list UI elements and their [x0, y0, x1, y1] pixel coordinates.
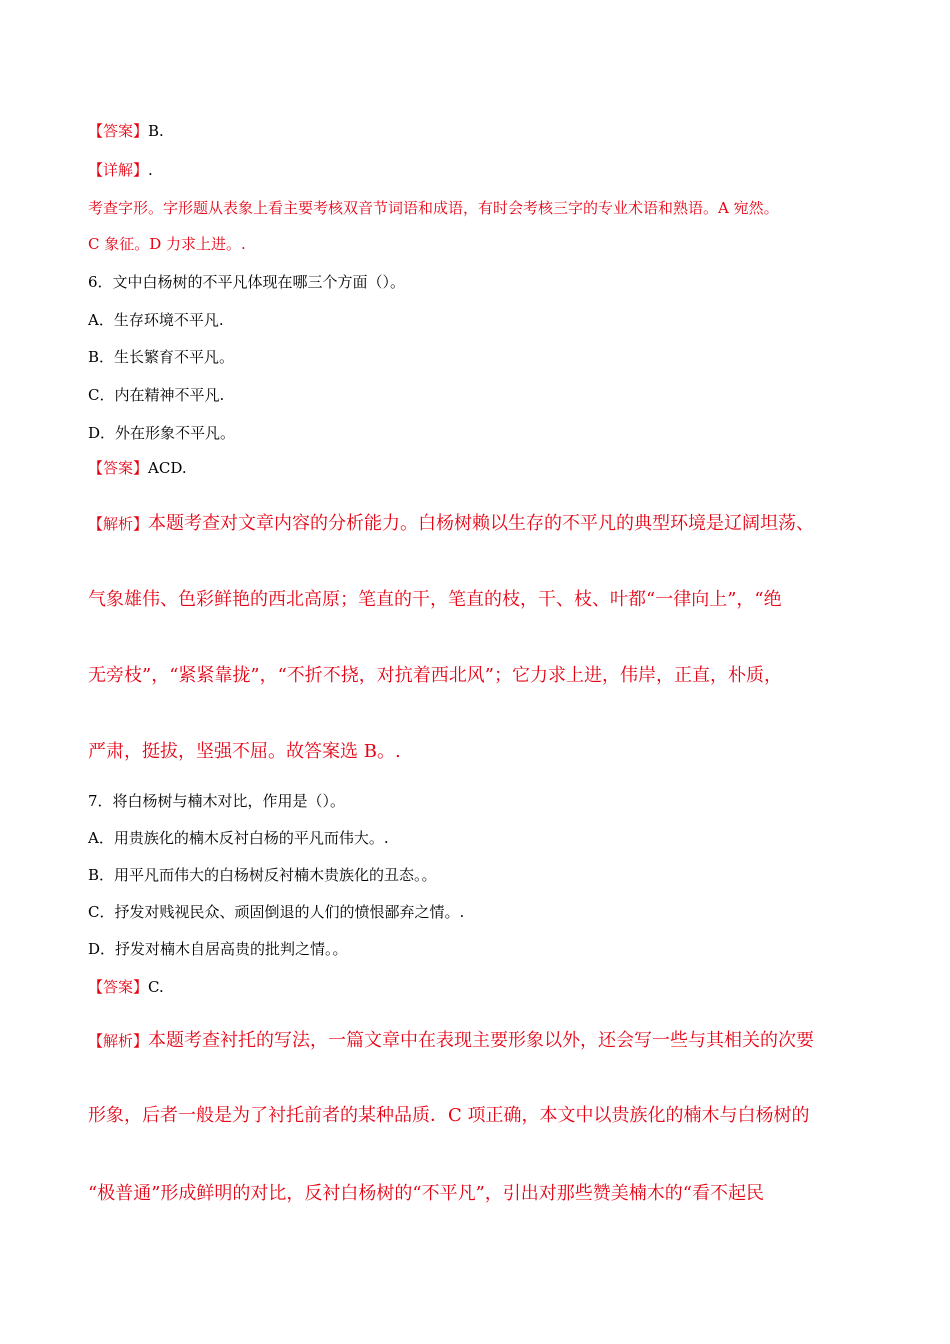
q5-detail-label: 【详解】	[88, 161, 149, 179]
q6-analysis-label: 【解析】	[88, 515, 149, 533]
q6-option-c: C．内在精神不平凡.	[88, 386, 225, 404]
q5-detail-text-2: C 象征。D 力求上进。.	[88, 235, 246, 253]
q7-analysis-line-1	[88, 1026, 814, 1052]
q6-option-a: A．生存环境不平凡.	[88, 311, 224, 329]
q7-option-c: C．抒发对贱视民众、顽固倒退的人们的愤恨鄙弃之情。.	[88, 903, 465, 921]
q5-answer-line	[88, 120, 164, 141]
q7-answer-label: 【答案】	[88, 978, 149, 996]
q7-option-d: D．抒发对楠木自居高贵的批判之情。。	[88, 940, 348, 958]
q7-answer-value: C.	[148, 978, 164, 996]
q6-option-d: D．外在形象不平凡。	[88, 424, 236, 442]
q6-answer-line	[88, 457, 187, 478]
q6-analysis-text-3: 无旁枝”，“紧紧靠拢”，“不折不挠，对抗着西北风”；它力求上进，伟岸，正直，朴质，	[88, 665, 783, 686]
q7-analysis-text-1: 本题考查衬托的写法，一篇文章中在表现主要形象以外，还会写一些与其相关的次要	[148, 1030, 815, 1051]
q7-option-a: A．用贵族化的楠木反衬白杨的平凡而伟大。.	[88, 829, 389, 847]
q6-answer-value: ACD.	[148, 459, 187, 477]
q6-analysis-text-1: 本题考查对文章内容的分析能力。白杨树赖以生存的不平凡的典型环境是辽阔坦荡、	[148, 513, 815, 534]
q7-analysis-text-3: “极普通”形成鲜明的对比，反衬白杨树的“不平凡”，引出对那些赞美楠木的“看不起民	[88, 1183, 765, 1204]
q5-answer-label: 【答案】	[88, 122, 149, 140]
q6-option-b: B．生长繁育不平凡。	[88, 348, 235, 366]
q7-analysis-label: 【解析】	[88, 1032, 149, 1050]
q6-analysis-line-1	[88, 509, 814, 535]
q7-analysis-text-2: 形象，后者一般是为了衬托前者的某种品质．C 项正确，本文中以贵族化的楠木与白杨树的	[88, 1105, 810, 1126]
q7-answer-line	[88, 976, 164, 997]
q7-option-b: B．用平凡而伟大的白杨树反衬楠木贵族化的丑态。。	[88, 866, 437, 884]
q5-answer-value: B.	[148, 122, 164, 140]
q7-stem: 7．将白杨树与楠木对比，作用是（）。	[88, 792, 346, 810]
q6-answer-label: 【答案】	[88, 459, 149, 477]
q6-analysis-text-4: 严肃，挺拔，坚强不屈。故答案选 B。.	[88, 741, 401, 762]
q6-stem: 6．文中白杨树的不平凡体现在哪三个方面（）。	[88, 273, 406, 291]
q6-analysis-text-2: 气象雄伟、色彩鲜艳的西北高原；笔直的干，笔直的枝，干、枝、叶都“一律向上”，“绝	[88, 589, 782, 610]
q5-detail-heading	[88, 159, 153, 180]
q5-detail-text-1: 考查字形。字形题从表象上看主要考核双音节词语和成语，有时会考核三字的专业术语和熟语。A 宛然。	[88, 199, 779, 217]
q5-detail-suffix: .	[148, 161, 153, 179]
